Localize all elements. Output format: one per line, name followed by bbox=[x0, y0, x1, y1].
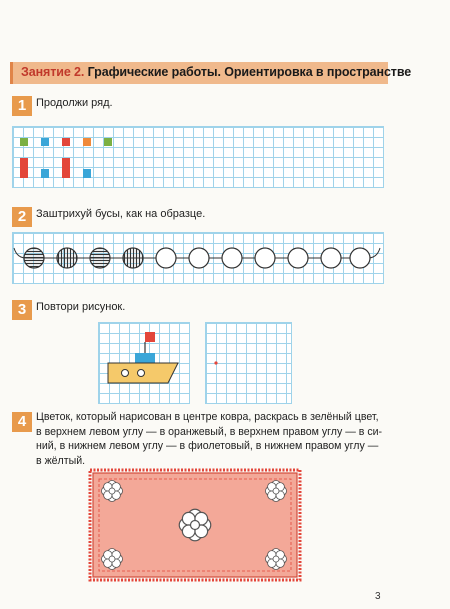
boat-porthole bbox=[122, 370, 129, 377]
lesson-title bbox=[21, 65, 411, 79]
pattern-tall-red-rect bbox=[20, 158, 28, 178]
task-4-line: Цветок, который нарисован в центре ковра, раскрась в зелёный цвет, bbox=[36, 411, 379, 423]
pattern-small-green-square bbox=[20, 138, 28, 146]
boat-sample-drawing bbox=[98, 322, 188, 402]
pattern-small-red-square bbox=[62, 138, 70, 146]
bead-empty bbox=[189, 248, 209, 268]
bead-hatched-vertical bbox=[57, 248, 77, 268]
task-3-text: Повтори рисунок. bbox=[36, 301, 126, 313]
lesson-topic: Графические работы. Ориентировка в пространстве bbox=[87, 65, 412, 79]
boat-cabin bbox=[135, 353, 155, 363]
bead-hatched-horizontal bbox=[24, 248, 44, 268]
task-1-text: Продолжи ряд. bbox=[36, 97, 113, 109]
start-dot bbox=[214, 361, 217, 364]
task-1-number: 1 bbox=[12, 96, 32, 116]
pattern-small-blue-square bbox=[41, 169, 49, 178]
page-number: 3 bbox=[375, 591, 381, 602]
lesson-header bbox=[10, 62, 412, 84]
task-4-line: в жёлтый. bbox=[36, 454, 86, 467]
pattern-small-blue-square bbox=[83, 169, 91, 178]
task-3-number: 3 bbox=[12, 300, 32, 320]
bead-empty bbox=[222, 248, 242, 268]
pattern-small-blue-square bbox=[41, 138, 49, 146]
pattern-small-green-square bbox=[104, 138, 112, 146]
task-4-number: 4 bbox=[12, 412, 32, 432]
flower-top-right bbox=[266, 481, 287, 502]
bead-empty bbox=[288, 248, 308, 268]
bead-hatched-horizontal bbox=[90, 248, 110, 268]
task-1-pattern bbox=[12, 126, 382, 186]
task-4-line: ний, в нижнем левом углу — в фиолетовый, в нижнем правом углу — bbox=[36, 440, 379, 452]
start-point-marker bbox=[205, 322, 290, 402]
bead-empty bbox=[350, 248, 370, 268]
bead-hatched-vertical bbox=[123, 248, 143, 268]
carpet-drawing bbox=[90, 470, 300, 580]
lesson-number: Занятие 2. bbox=[21, 65, 85, 79]
flower-top-left bbox=[102, 481, 123, 502]
bead-empty bbox=[255, 248, 275, 268]
flower-bottom-left bbox=[102, 549, 123, 570]
pattern-tall-red-rect bbox=[62, 158, 70, 178]
task-2-number: 2 bbox=[12, 207, 32, 227]
pattern-small-orange-square bbox=[83, 138, 91, 146]
beads-drawing bbox=[12, 232, 382, 282]
task-4-line: в верхнем левом углу — в оранжевый, в верхнем правом углу — в си- bbox=[36, 425, 383, 438]
bead-empty bbox=[156, 248, 176, 268]
boat-porthole bbox=[138, 370, 145, 377]
boat-flag bbox=[145, 332, 155, 342]
flower-bottom-right bbox=[266, 549, 287, 570]
bead-empty bbox=[321, 248, 341, 268]
task-2-text: Заштрихуй бусы, как на образце. bbox=[36, 208, 206, 220]
flower-center bbox=[179, 509, 211, 541]
task-4-text bbox=[36, 410, 386, 468]
